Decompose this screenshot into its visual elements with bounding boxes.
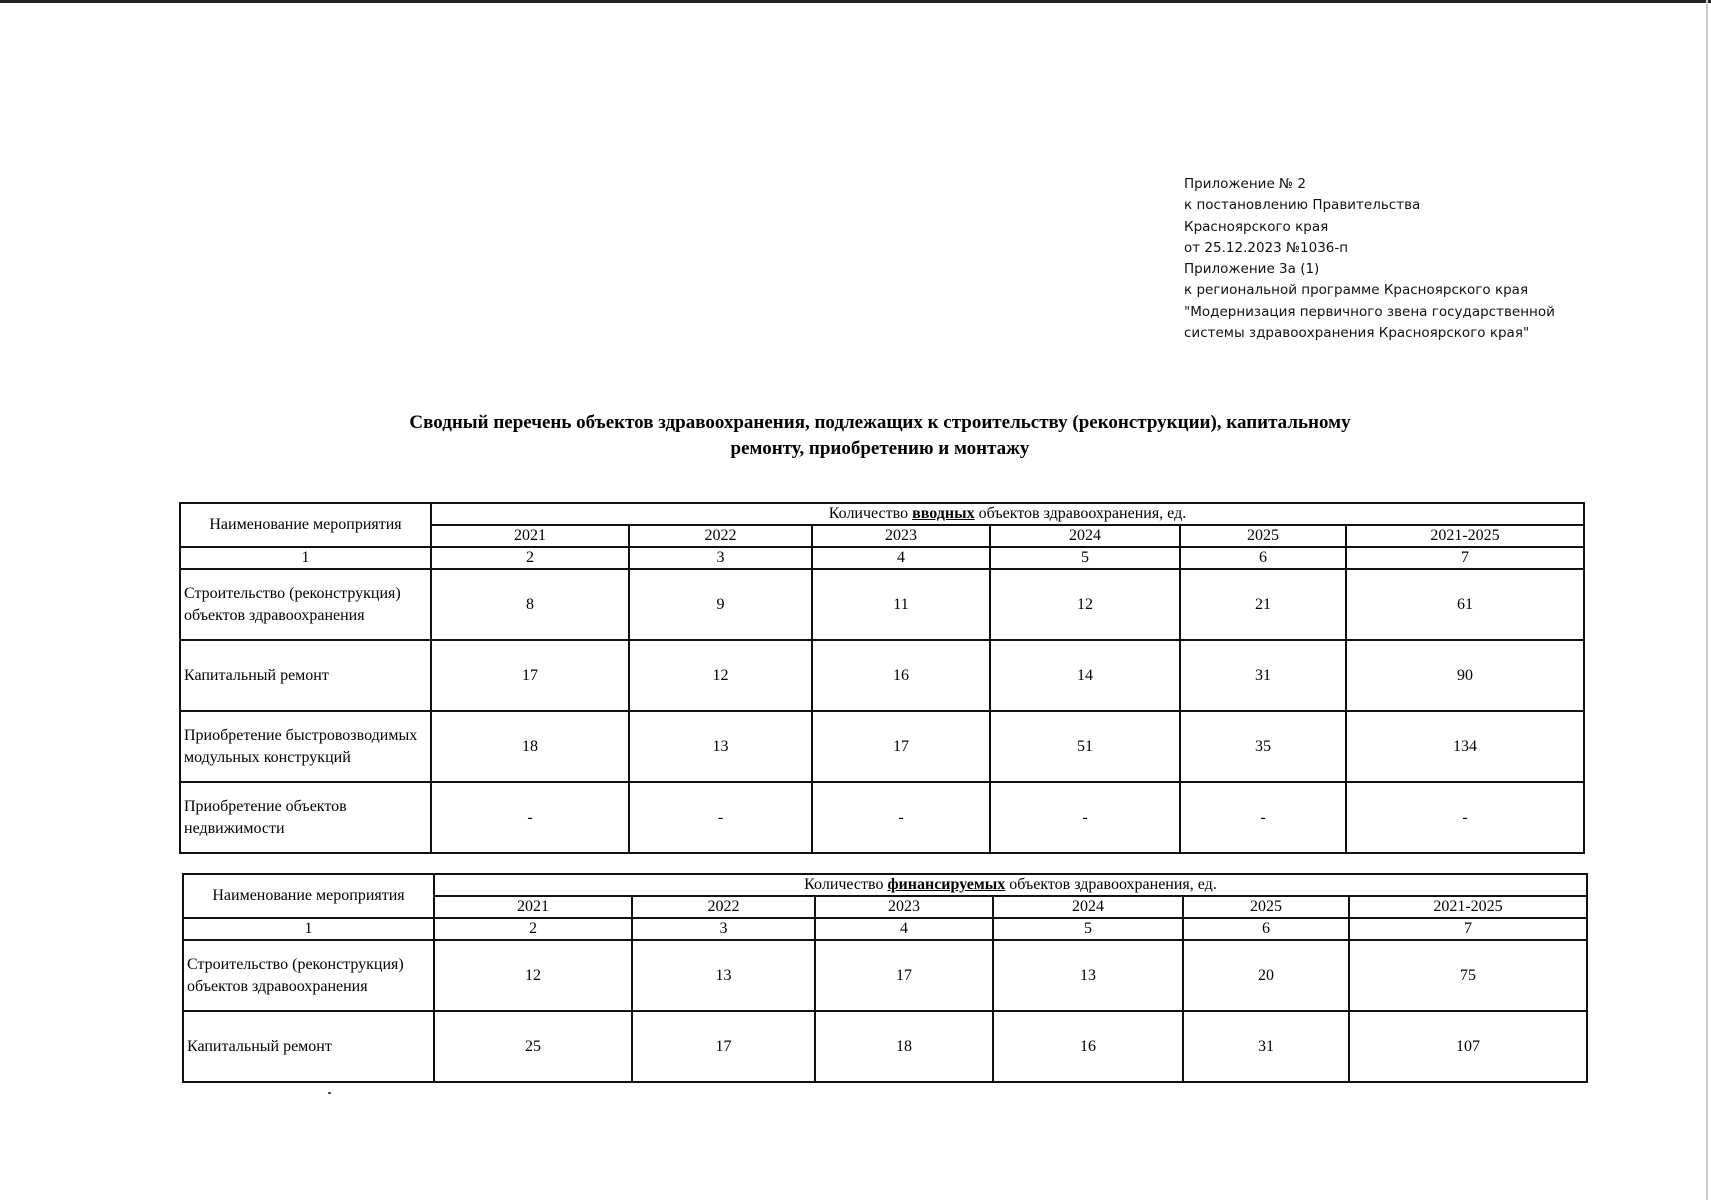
year-header: 2021: [431, 525, 629, 547]
row-name: Строительство (реконструкция) объектов здравоохранения: [180, 569, 431, 640]
group-header-emphasis: вводных: [912, 505, 975, 522]
scan-speck: [328, 1092, 331, 1094]
year-header: 2023: [812, 525, 990, 547]
row-name: Строительство (реконструкция) объектов здравоохранения: [183, 940, 434, 1011]
row-value: -: [1346, 782, 1584, 853]
row-value: 17: [431, 640, 629, 711]
group-header-prefix: Количество: [828, 505, 913, 522]
table-row: [180, 640, 1584, 711]
year-header: 2023: [815, 896, 993, 918]
table-row: [180, 782, 1584, 853]
financed-objects-table: [182, 873, 1588, 1083]
column-number: 1: [183, 918, 434, 940]
row-value: 134: [1346, 711, 1584, 782]
row-value: 16: [812, 640, 990, 711]
row-name: Приобретение объектов недвижимости: [180, 782, 431, 853]
row-value: -: [812, 782, 990, 853]
year-header: 2021: [434, 896, 632, 918]
row-value: -: [1180, 782, 1346, 853]
row-value: 17: [632, 1011, 815, 1082]
document-title-line-1: Сводный перечень объектов здравоохранения, подлежащих к строительству (реконструкции), капитальному: [409, 412, 1351, 433]
column-number: 4: [815, 918, 993, 940]
appendix-line: системы здравоохранения Красноярского края": [1184, 325, 1530, 342]
row-value: -: [431, 782, 629, 853]
row-value: 20: [1183, 940, 1349, 1011]
row-value: 14: [990, 640, 1180, 711]
row-value: -: [629, 782, 812, 853]
row-value: 90: [1346, 640, 1584, 711]
group-header-suffix: объектов здравоохранения, ед.: [974, 505, 1187, 522]
row-value: 8: [431, 569, 629, 640]
year-header: 2022: [629, 525, 812, 547]
table-group-header: [431, 503, 1584, 525]
row-value: 61: [1346, 569, 1584, 640]
row-value: 17: [815, 940, 993, 1011]
row-value: 11: [812, 569, 990, 640]
commissioned-objects-table: [179, 502, 1585, 854]
row-value: 35: [1180, 711, 1346, 782]
column-number: 1: [180, 547, 431, 569]
row-value: 18: [815, 1011, 993, 1082]
group-header-prefix: Количество: [804, 876, 888, 893]
column-number: 7: [1349, 918, 1587, 940]
row-value: 9: [629, 569, 812, 640]
row-value: 12: [434, 940, 632, 1011]
table-row: [180, 569, 1584, 640]
column-number: 6: [1180, 547, 1346, 569]
row-value: 13: [993, 940, 1183, 1011]
column-number: 3: [629, 547, 812, 569]
appendix-line: к постановлению Правительства: [1184, 197, 1421, 214]
appendix-line: Красноярского края: [1184, 218, 1329, 235]
column-number: 3: [632, 918, 815, 940]
column-number: 2: [434, 918, 632, 940]
appendix-note: [1184, 174, 1555, 344]
row-value: 12: [629, 640, 812, 711]
year-header: 2024: [990, 525, 1180, 547]
year-header: 2025: [1180, 525, 1346, 547]
column-number: 7: [1346, 547, 1584, 569]
row-value: -: [990, 782, 1180, 853]
row-value: 75: [1349, 940, 1587, 1011]
page-top-border: [0, 0, 1711, 3]
row-value: 31: [1183, 1011, 1349, 1082]
appendix-line: "Модернизация первичного звена государственной: [1184, 303, 1555, 320]
row-value: 21: [1180, 569, 1346, 640]
year-header: 2024: [993, 896, 1183, 918]
document-title-line-2: ремонту, приобретению и монтажу: [730, 438, 1030, 459]
year-header: 2025: [1183, 896, 1349, 918]
year-header: 2021-2025: [1349, 896, 1587, 918]
row-name: Приобретение быстровозводимых модульных конструкций: [180, 711, 431, 782]
appendix-line: к региональной программе Красноярского края: [1184, 282, 1529, 299]
column-number: 2: [431, 547, 629, 569]
row-value: 31: [1180, 640, 1346, 711]
row-value: 12: [990, 569, 1180, 640]
row-value: 13: [629, 711, 812, 782]
row-value: 25: [434, 1011, 632, 1082]
year-header: 2022: [632, 896, 815, 918]
appendix-line: Приложение 3а (1): [1184, 261, 1320, 278]
row-name: Капитальный ремонт: [183, 1011, 434, 1082]
year-header: 2021-2025: [1346, 525, 1584, 547]
row-name: Капитальный ремонт: [180, 640, 431, 711]
appendix-line: от 25.12.2023 №1036-п: [1184, 239, 1349, 256]
row-value: 51: [990, 711, 1180, 782]
table-row: [183, 1011, 1587, 1082]
table-row: [180, 711, 1584, 782]
column-number: 4: [812, 547, 990, 569]
table-header-name: Наименование мероприятия: [183, 874, 434, 918]
table-header-name: Наименование мероприятия: [180, 503, 431, 547]
column-number: 5: [993, 918, 1183, 940]
page-right-edge: [1706, 0, 1708, 1200]
column-number: 5: [990, 547, 1180, 569]
row-value: 17: [812, 711, 990, 782]
appendix-line: Приложение № 2: [1184, 176, 1306, 192]
column-number: 6: [1183, 918, 1349, 940]
group-header-suffix: объектов здравоохранения, ед.: [1005, 876, 1217, 893]
table-group-header: [434, 874, 1587, 896]
document-title: [300, 410, 1460, 462]
group-header-emphasis: финансируемых: [887, 876, 1006, 893]
row-value: 107: [1349, 1011, 1587, 1082]
row-value: 13: [632, 940, 815, 1011]
table-row: [183, 940, 1587, 1011]
row-value: 18: [431, 711, 629, 782]
row-value: 16: [993, 1011, 1183, 1082]
